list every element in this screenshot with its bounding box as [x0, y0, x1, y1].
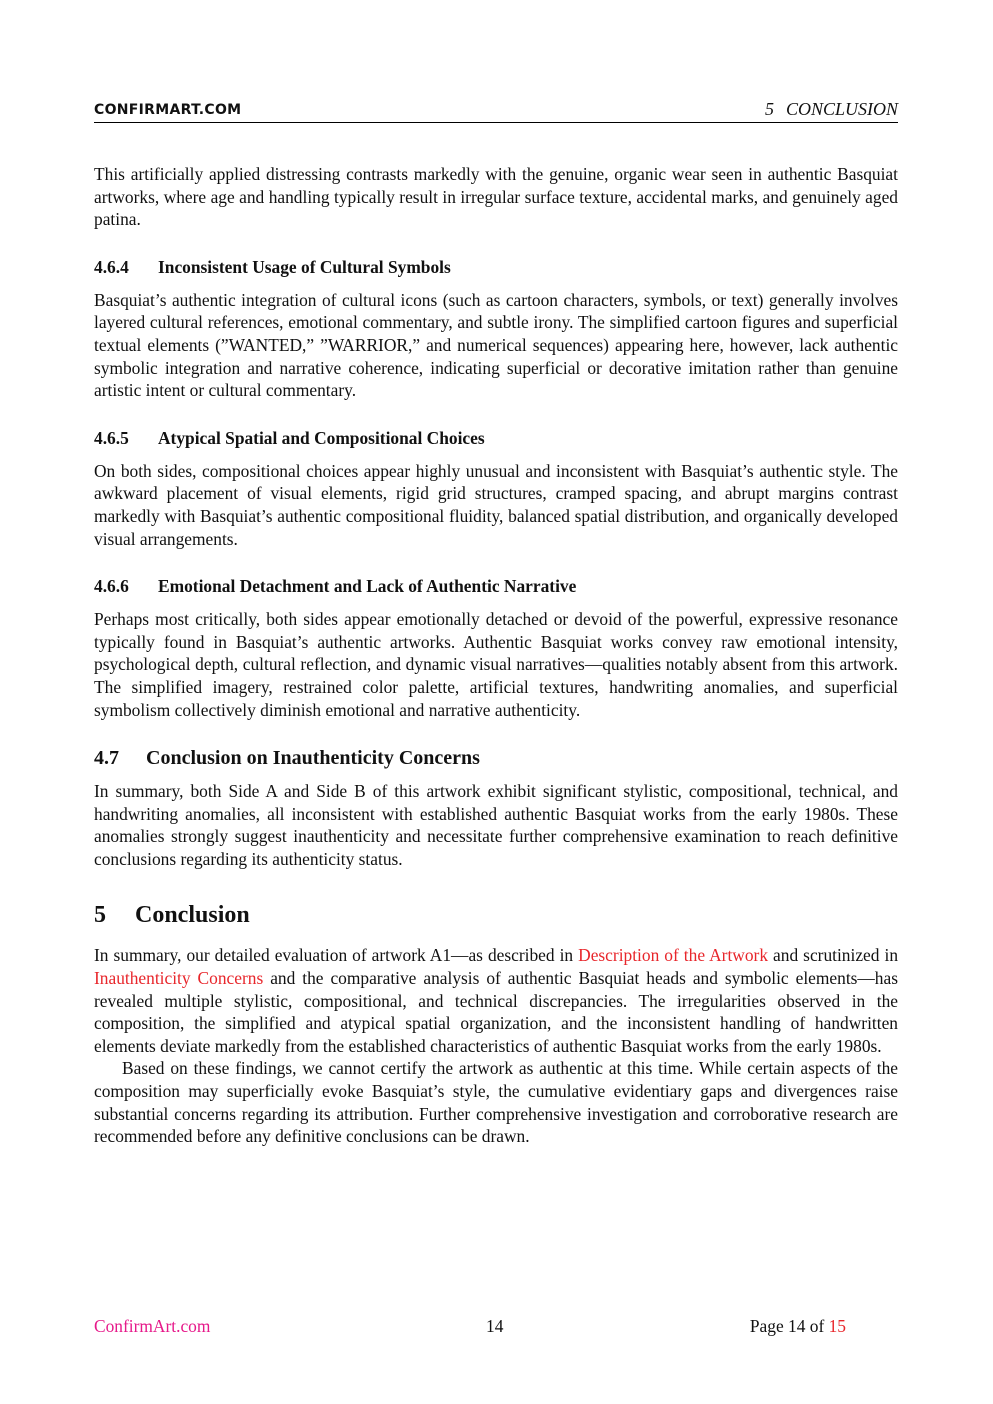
- running-header: [94, 98, 898, 123]
- conclusion-text-part-3: and the comparative analysis of authentic Basquiat heads and symbolic elements—has revealed multiple stylistic, compositional, and technical discrepancies. The irregularities observed in the composition, the simplified and atypical spatial organization, and the inconsistent handling of handwritten elements deviate markedly from the established characteristics of authentic Basquiat works from the early 1980s.: [94, 968, 898, 1056]
- footer-page-number: 14: [486, 1316, 504, 1336]
- subsection-heading-4-6-6: [94, 575, 898, 597]
- running-section-number: 5: [764, 99, 774, 119]
- footer-page-label: Page 14 of: [749, 1316, 825, 1336]
- subsection-number: 4.6.6: [94, 576, 129, 597]
- section-body-4-7: In summary, both Side A and Side B of this artwork exhibit significant stylistic, compositional, technical, and handwriting anomalies, all inconsistent with established authentic Basquiat works from the early 1980s. These anomalies strongly suggest inauthenticity and necessitate further comprehensive examination to reach definitive conclusions regarding its authenticity status.: [94, 781, 898, 869]
- conclusion-text-part-2: and scrutinized in: [768, 945, 899, 966]
- subsection-title: Atypical Spatial and Compositional Choices: [158, 427, 485, 448]
- conclusion-text-part-1: In summary, our detailed evaluation of artwork A1—as described in: [94, 945, 579, 966]
- page-footer: [94, 1316, 898, 1338]
- confirmart-logo: CONFIRMART.COM: [94, 102, 242, 118]
- subsection-heading-4-6-4: [94, 256, 898, 278]
- conclusion-paragraph-1: [94, 944, 898, 1057]
- footer-page-count: [750, 1316, 846, 1337]
- description-of-artwork-link[interactable]: Description of the Artwork: [578, 945, 769, 966]
- document-page: [94, 0, 898, 1404]
- subsection-body-4-6-6: Perhaps most critically, both sides appear emotionally detached or devoid of the powerful, expressive resonance typically found in Basquiat’s authentic artworks. Authentic Basquiat works convey raw emotional intensity, psychological depth, cultural reflection, and dynamic visual narratives—qualities notably absent from this artwork. The simplified imagery, restrained color palette, artificial textures, handwriting anomalies, and superficial symbolism collectively diminish emotional and narrative authenticity.: [94, 609, 898, 720]
- running-section-name: CONCLUSION: [785, 99, 898, 119]
- section-title: Conclusion on Inauthenticity Concerns: [146, 747, 480, 770]
- section-number: 4.7: [94, 747, 119, 770]
- subsection-heading-4-6-5: [94, 427, 898, 449]
- subsection-body-4-6-5: On both sides, compositional choices appear highly unusual and inconsistent with Basquiat’s authentic style. The awkward placement of visual elements, rigid grid structures, cramped spacing, and abrupt margins contrast markedly with Basquiat’s authentic compositional fluidity, balanced spatial distribution, and organically developed visual arrangements.: [94, 460, 898, 549]
- subsection-number: 4.6.4: [94, 256, 129, 277]
- section-heading-4-7: [94, 746, 898, 770]
- intro-paragraph: This artificially applied distressing contrasts markedly with the genuine, organic wear seen in authentic Basquiat artworks, where age and handling typically result in irregular surface texture, accidental marks, and genuinely aged patina.: [94, 164, 898, 230]
- subsection-body-4-6-4: Basquiat’s authentic integration of cultural icons (such as cartoon characters, symbols, or text) generally involves layered cultural references, emotional commentary, and subtle irony. The simplified cartoon figures and superficial textual elements (”WANTED,” ”WARRIOR,” and numerical sequences) appearing here, however, lack authentic symbolic integration and narrative coherence, indicating superficial or decorative imitation rather than genuine artistic intent or cultural commentary.: [94, 289, 898, 401]
- footer-site-link[interactable]: ConfirmArt.com: [94, 1316, 211, 1336]
- subsection-number: 4.6.5: [94, 427, 129, 448]
- subsection-title: Inconsistent Usage of Cultural Symbols: [158, 256, 451, 277]
- running-section-title: [765, 99, 898, 122]
- subsection-title: Emotional Detachment and Lack of Authentic Narrative: [158, 576, 577, 597]
- inauthenticity-concerns-link[interactable]: Inauthenticity Concerns: [94, 968, 264, 989]
- chapter-number: 5: [94, 902, 106, 929]
- page-content: [94, 163, 898, 1148]
- chapter-title: Conclusion: [135, 902, 250, 929]
- footer-total-pages-link[interactable]: 15: [828, 1316, 846, 1336]
- conclusion-paragraph-2: Based on these findings, we cannot certify the artwork as authentic at this time. While certain aspects of the composition may superficially evoke Basquiat’s style, the cumulative evidentiary gaps and divergences raise substantial concerns regarding its attribution. Further comprehensive investigation and corroborative research are recommended before any definitive conclusions can be drawn.: [94, 1058, 898, 1147]
- chapter-heading-conclusion: [94, 900, 898, 930]
